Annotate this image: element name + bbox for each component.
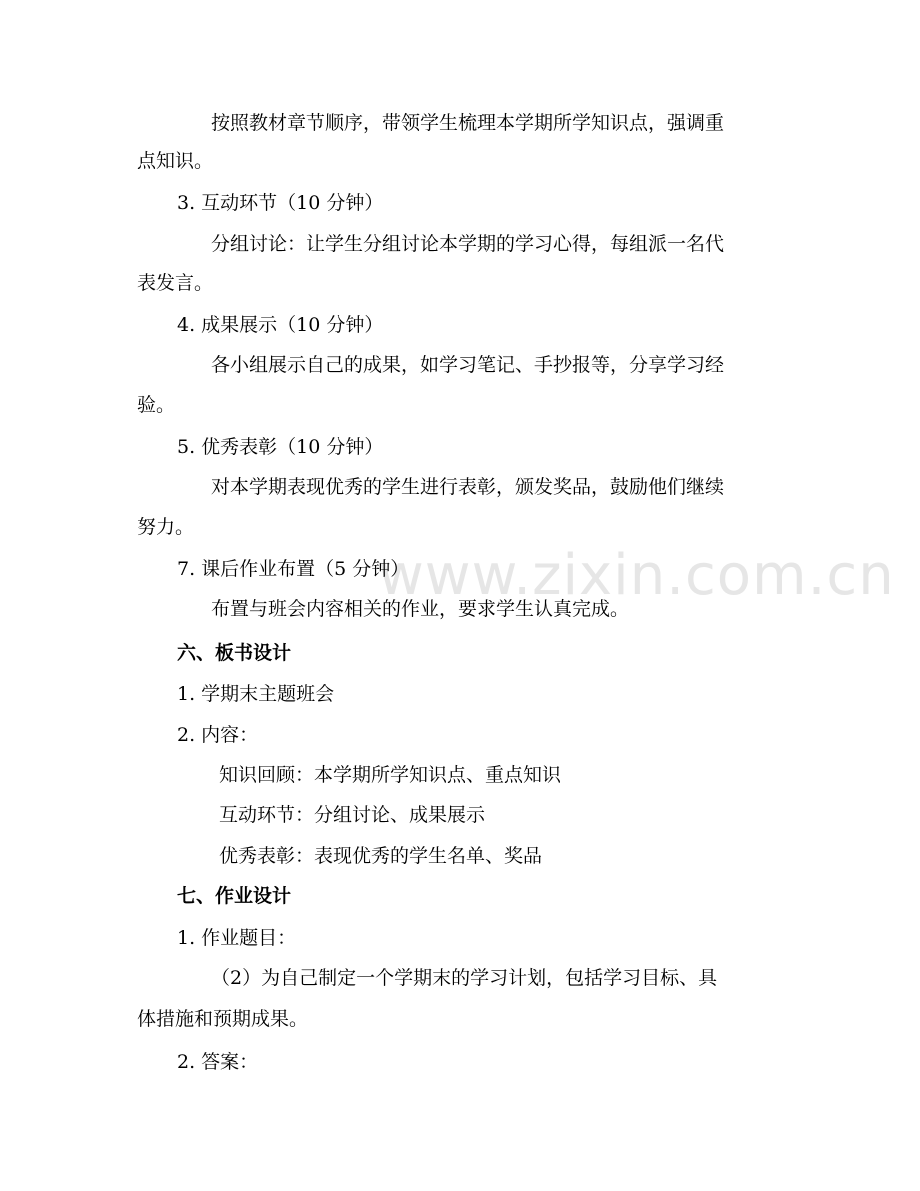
homework-item-2: 2. 答案：: [177, 1051, 259, 1073]
paragraph-discussion-line-1: 分组讨论：让学生分组讨论本学期的学习心得，每组派一名代: [211, 233, 725, 255]
item-awards-heading: 5. 优秀表彰（10 分钟）: [177, 436, 384, 458]
paragraph-awards-line-2: 努力。: [137, 516, 195, 538]
section-six-heading: 六、板书设计: [177, 642, 292, 664]
homework-task-line-1: （2）为自己制定一个学期末的学习计划，包括学习目标、具: [211, 967, 718, 989]
paragraph-homework-line-1: 布置与班会内容相关的作业，要求学生认真完成。: [211, 598, 630, 620]
paragraph-discussion-line-2: 表发言。: [137, 272, 214, 294]
homework-item-1: 1. 作业题目：: [177, 927, 297, 949]
item-homework-heading: 7. 课后作业布置（5 分钟）: [177, 558, 410, 580]
paragraph-results-line-1: 各小组展示自己的成果，如学习笔记、手抄报等，分享学习经: [211, 354, 725, 376]
item-interaction-heading: 3. 互动环节（10 分钟）: [177, 192, 384, 214]
watermark: www.zixin.com.cn: [378, 543, 895, 608]
paragraph-results-line-2: 验。: [137, 394, 176, 416]
paragraph-awards-line-1: 对本学期表现优秀的学生进行表彰，颁发奖品，鼓励他们继续: [211, 476, 725, 498]
board-content-awards: 优秀表彰：表现优秀的学生名单、奖品: [219, 845, 543, 867]
board-item-2: 2. 内容：: [177, 724, 259, 746]
paragraph-review-line-2: 点知识。: [137, 150, 214, 172]
paragraph-review-line-1: 按照教材章节顺序，带领学生梳理本学期所学知识点，强调重: [211, 112, 725, 134]
item-results-heading: 4. 成果展示（10 分钟）: [177, 314, 384, 336]
homework-task-line-2: 体措施和预期成果。: [137, 1008, 309, 1030]
section-seven-heading: 七、作业设计: [177, 885, 292, 907]
board-item-1: 1. 学期末主题班会: [177, 683, 335, 705]
board-content-review: 知识回顾：本学期所学知识点、重点知识: [219, 764, 562, 786]
board-content-interaction: 互动环节：分组讨论、成果展示: [219, 804, 486, 826]
